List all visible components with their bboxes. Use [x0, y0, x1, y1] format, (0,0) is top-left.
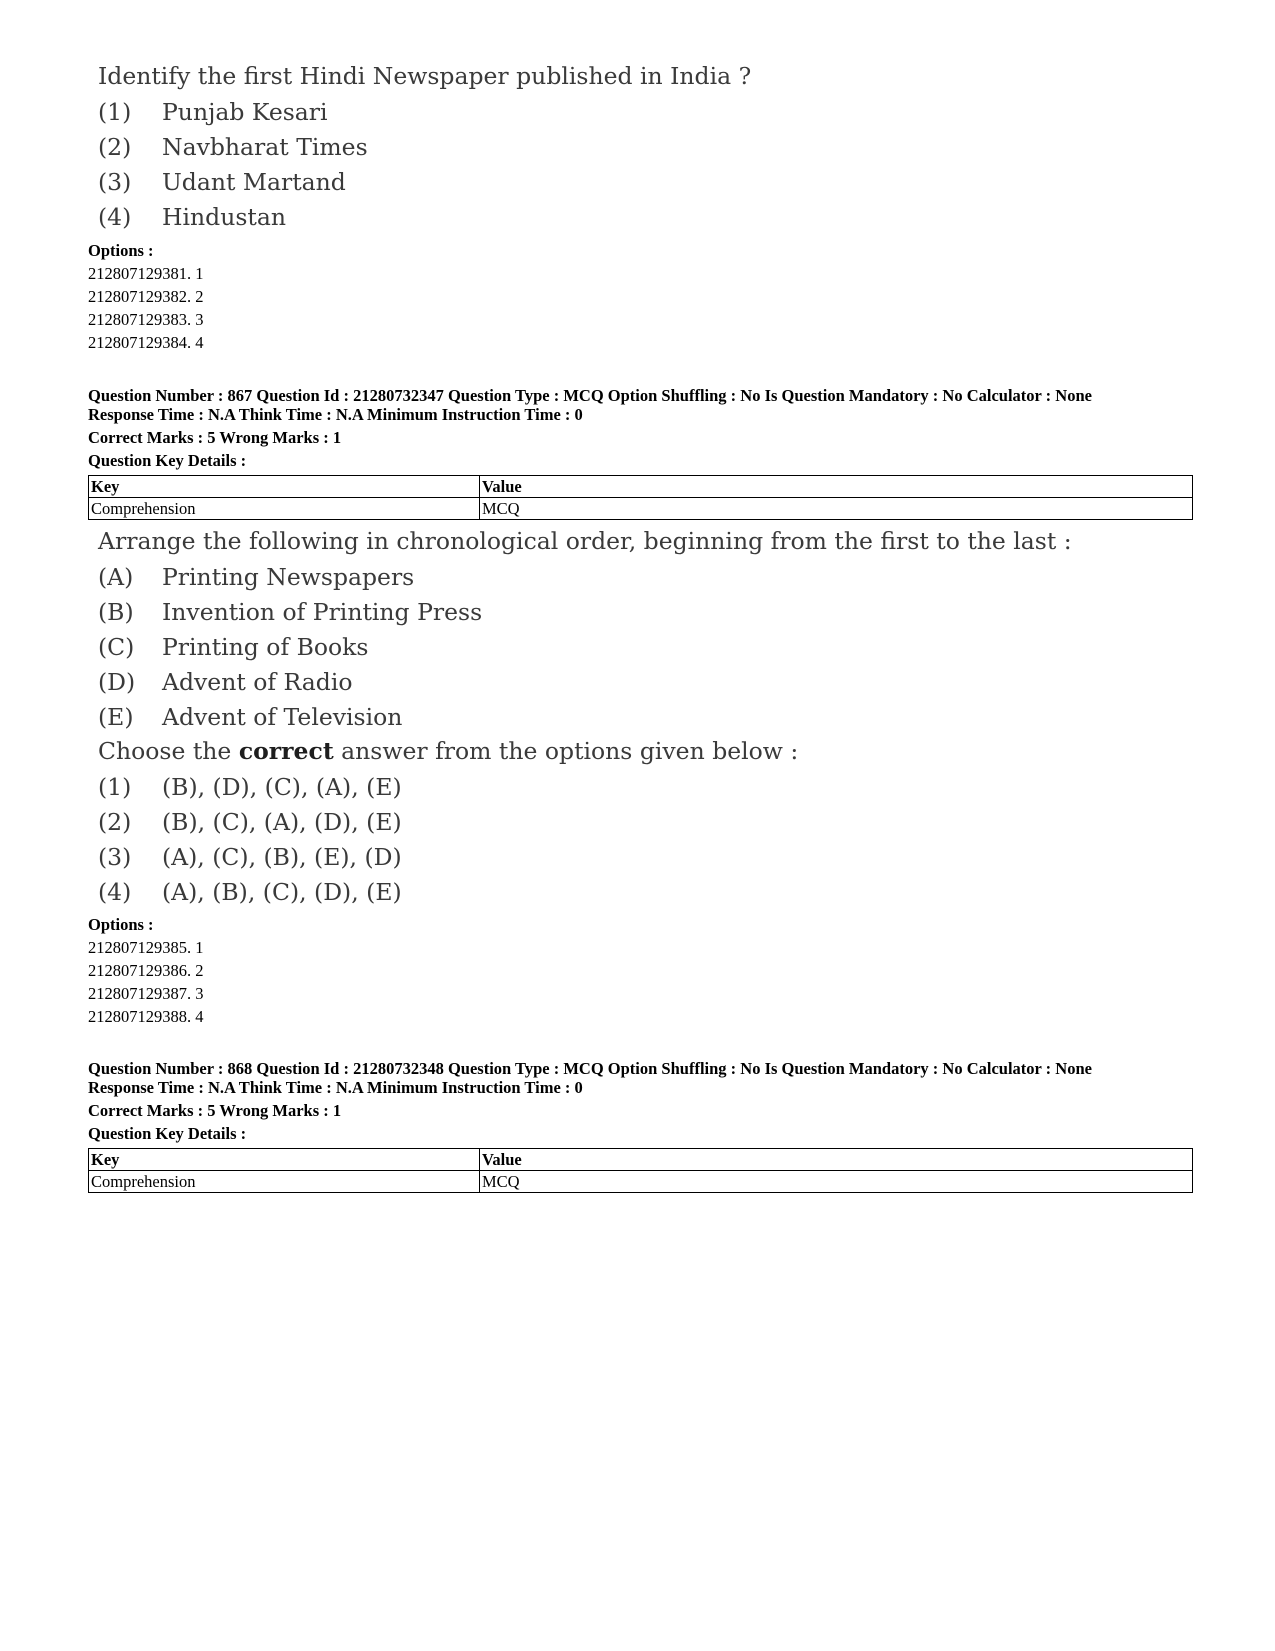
question-866-choice-4	[98, 203, 286, 231]
item-text: Invention of Printing Press	[162, 598, 483, 626]
question-868-meta-line-2: Response Time : N.A Think Time : N.A Minimum Instruction Time : 0	[88, 1078, 583, 1097]
choice-number: (3)	[98, 843, 132, 871]
question-867-choice-3	[98, 843, 402, 871]
question-867-choice-2	[98, 808, 402, 836]
question-868-key-table	[88, 1148, 1193, 1193]
question-868-meta-line-1: Question Number : 868 Question Id : 21280732348 Question Type : MCQ Option Shuffling : No Is Question Mandatory : No Calculator : None	[88, 1059, 1092, 1078]
item-letter: (D)	[98, 668, 136, 696]
item-letter: (E)	[98, 703, 134, 731]
table-cell-value: MCQ	[480, 498, 1193, 520]
table-cell-key: Comprehension	[89, 1171, 480, 1193]
choice-number: (2)	[98, 133, 132, 161]
question-866-choice-1	[98, 98, 328, 126]
choice-number: (4)	[98, 878, 132, 906]
item-text: Printing of Books	[162, 633, 369, 661]
question-867-marks: Correct Marks : 5 Wrong Marks : 1	[88, 428, 342, 447]
instruction-text: answer from the options given below :	[333, 737, 799, 765]
choice-number: (1)	[98, 773, 132, 801]
option-id-line: 212807129382. 2	[88, 287, 204, 306]
choice-text: Hindustan	[162, 203, 286, 231]
option-id-line: 212807129381. 1	[88, 264, 204, 283]
question-867-key-table	[88, 475, 1193, 520]
choice-text: (B), (D), (C), (A), (E)	[162, 773, 402, 801]
question-868-key-details-label: Question Key Details :	[88, 1124, 247, 1143]
question-868-marks: Correct Marks : 5 Wrong Marks : 1	[88, 1101, 342, 1120]
choice-number: (1)	[98, 98, 132, 126]
option-id-line: 212807129384. 4	[88, 333, 204, 352]
option-id-line: 212807129386. 2	[88, 961, 204, 980]
table-header-key: Key	[89, 1149, 480, 1171]
table-header-key: Key	[89, 476, 480, 498]
question-866-text: Identify the first Hindi Newspaper published in India ?	[98, 62, 752, 90]
question-867-text: Arrange the following in chronological order, beginning from the first to the last :	[98, 527, 1072, 555]
table-row	[89, 498, 1193, 520]
question-867-key-details-label: Question Key Details :	[88, 451, 247, 470]
choice-text: (A), (B), (C), (D), (E)	[162, 878, 402, 906]
option-id-line: 212807129387. 3	[88, 984, 204, 1003]
item-letter: (B)	[98, 598, 134, 626]
options-label: Options :	[88, 241, 154, 260]
table-header-value: Value	[480, 476, 1193, 498]
item-text: Advent of Television	[162, 703, 403, 731]
question-867-choice-1	[98, 773, 402, 801]
choice-text: (A), (C), (B), (E), (D)	[162, 843, 402, 871]
choice-number: (2)	[98, 808, 132, 836]
instruction-text: Choose the	[98, 737, 239, 765]
choice-number: (3)	[98, 168, 132, 196]
question-867-item-d	[98, 668, 353, 696]
choice-number: (4)	[98, 203, 132, 231]
table-header-row	[89, 1149, 1193, 1171]
question-867-choice-4	[98, 878, 402, 906]
choice-text: Punjab Kesari	[162, 98, 328, 126]
option-id-line: 212807129385. 1	[88, 938, 204, 957]
table-cell-value: MCQ	[480, 1171, 1193, 1193]
question-866-choice-3	[98, 168, 346, 196]
options-label: Options :	[88, 915, 154, 934]
option-id-line: 212807129383. 3	[88, 310, 204, 329]
option-id-line: 212807129388. 4	[88, 1007, 204, 1026]
item-text: Printing Newspapers	[162, 563, 415, 591]
question-867-meta-line-1: Question Number : 867 Question Id : 21280732347 Question Type : MCQ Option Shuffling : No Is Question Mandatory : No Calculator : None	[88, 386, 1092, 405]
choice-text: Udant Martand	[162, 168, 346, 196]
choice-text: (B), (C), (A), (D), (E)	[162, 808, 402, 836]
question-867-choose-instruction	[98, 737, 798, 765]
table-header-value: Value	[480, 1149, 1193, 1171]
question-867-item-e	[98, 703, 402, 731]
question-866-choice-2	[98, 133, 368, 161]
table-row	[89, 1171, 1193, 1193]
table-cell-key: Comprehension	[89, 498, 480, 520]
item-letter: (C)	[98, 633, 135, 661]
item-text: Advent of Radio	[162, 668, 353, 696]
question-867-item-c	[98, 633, 369, 661]
table-header-row	[89, 476, 1193, 498]
question-867-item-b	[98, 598, 482, 626]
question-867-meta-line-2: Response Time : N.A Think Time : N.A Minimum Instruction Time : 0	[88, 405, 583, 424]
choice-text: Navbharat Times	[162, 133, 368, 161]
instruction-bold-word: correct	[238, 737, 334, 765]
question-867-item-a	[98, 563, 414, 591]
item-letter: (A)	[98, 563, 134, 591]
